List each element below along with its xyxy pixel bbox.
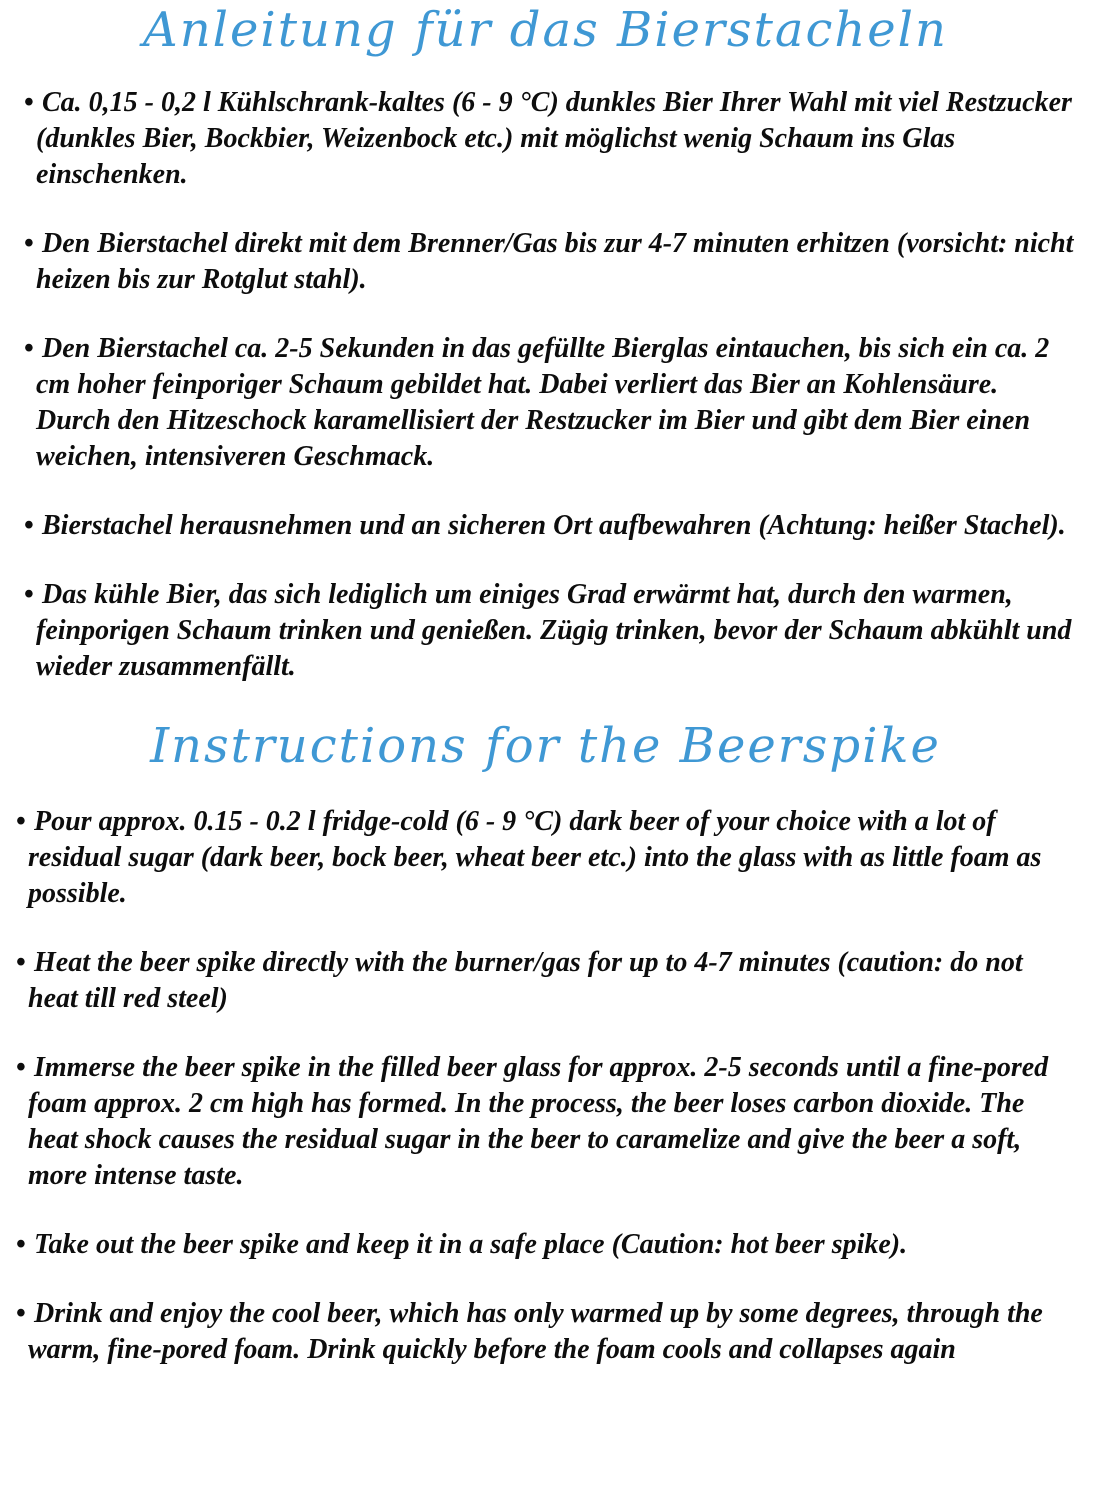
instruction-item xyxy=(16,1227,1075,1263)
instruction-item xyxy=(16,1050,1075,1194)
bullet-marker-icon: • xyxy=(24,578,34,610)
bullet-marker-icon: • xyxy=(16,1298,26,1330)
bullet-marker-icon: • xyxy=(16,1229,26,1261)
instruction-text: Das kühle Bier, das sich lediglich um einiges Grad erwärmt hat, durch den warmen, feinporigen Schaum trinken und genießen. Zügig trinken, bevor der Schaum abkühlt und wieder zusammenfällt. xyxy=(36,578,1072,682)
bullet-marker-icon: • xyxy=(16,947,26,979)
english-instruction-list xyxy=(16,804,1075,1368)
bullet-marker-icon: • xyxy=(24,227,34,259)
instruction-text: Den Bierstachel direkt mit dem Brenner/Gas bis zur 4-7 minuten erhitzen (vorsicht: nicht heizen bis zur Rotglut stahl). xyxy=(36,227,1074,295)
instruction-text: Heat the beer spike directly with the burner/gas for up to 4-7 minutes (caution: do not heat till red steel) xyxy=(28,947,1023,1015)
instruction-item xyxy=(16,804,1075,912)
instruction-item xyxy=(16,945,1075,1017)
instruction-text: Bierstachel herausnehmen und an sicheren Ort aufbewahren (Achtung: heißer Stachel). xyxy=(42,509,1066,541)
instruction-text: Drink and enjoy the cool beer, which has only warmed up by some degrees, through the warm, fine-pored foam. Drink quickly before the foam cools and collapses again xyxy=(28,1298,1043,1366)
instruction-item xyxy=(24,85,1075,193)
instruction-text: Take out the beer spike and keep it in a safe place (Caution: hot beer spike). xyxy=(34,1229,908,1261)
instruction-text: Den Bierstachel ca. 2-5 Sekunden in das gefüllte Bierglas eintauchen, bis sich ein ca. 2 cm hoher feinporiger Schaum gebildet hat. Dabei verliert das Bier an Kohlensäure. Durch den Hitzeschock karamellisiert der Restzucker im Bier und gibt dem Bier einen weichen, intensiveren Geschmack. xyxy=(36,332,1050,472)
bullet-marker-icon: • xyxy=(16,806,26,838)
instruction-item xyxy=(24,577,1075,685)
german-instruction-list xyxy=(16,85,1075,685)
instruction-text: Pour approx. 0.15 - 0.2 l fridge-cold (6 - 9 °C) dark beer of your choice with a lot of residual sugar (dark beer, bock beer, wheat beer etc.) into the glass with as little foam as possible. xyxy=(28,806,1042,910)
instruction-item xyxy=(24,226,1075,298)
instruction-item xyxy=(16,1296,1075,1368)
instruction-text: Ca. 0,15 - 0,2 l Kühlschrank-kaltes (6 - 9 °C) dunkles Bier Ihrer Wahl mit viel Restzucker (dunkles Bier, Bockbier, Weizenbock etc.) mit möglichst wenig Schaum ins Glas einschenken. xyxy=(36,86,1072,190)
bullet-marker-icon: • xyxy=(24,509,34,541)
german-section-title: Anleitung für das Bierstacheln xyxy=(143,2,948,58)
instruction-text: Immerse the beer spike in the filled beer glass for approx. 2-5 seconds until a fine-pored foam approx. 2 cm high has formed. In the process, the beer loses carbon dioxide. The heat shock causes the residual sugar in the beer to caramelize and give the beer a soft, more intense taste. xyxy=(28,1052,1049,1192)
bullet-marker-icon: • xyxy=(24,332,34,364)
bullet-marker-icon: • xyxy=(16,1052,26,1084)
instruction-item xyxy=(24,508,1075,544)
bullet-marker-icon: • xyxy=(24,86,34,118)
english-section-title: Instructions for the Beerspike xyxy=(150,717,941,774)
instruction-item xyxy=(24,331,1075,475)
